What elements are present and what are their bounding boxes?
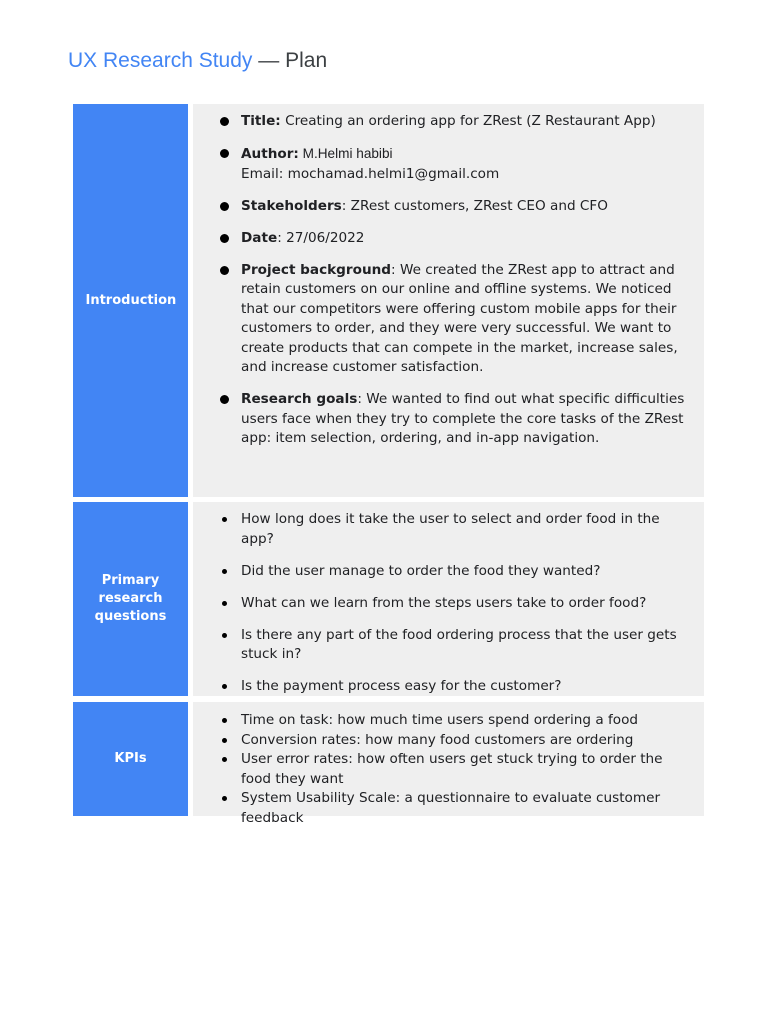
list-item-goals (193, 390, 704, 449)
list-item: System Usability Scale: a questionnaire to evaluate customer feedback (193, 789, 704, 828)
list-item: Did the user manage to order the food they wanted? (193, 562, 704, 582)
list-item-background (193, 261, 704, 378)
kpis-label: KPIs (114, 751, 147, 766)
research-questions-row (73, 502, 704, 696)
page-title (68, 46, 327, 76)
goals-label: Research goals (241, 391, 358, 407)
stakeholders-label: Stakeholders (241, 197, 342, 214)
introduction-content (193, 104, 704, 497)
stakeholders-value: : ZRest customers, ZRest CEO and CFO (341, 197, 608, 214)
list-item-date (193, 229, 704, 249)
list-item-title (193, 112, 704, 132)
list-item: User error rates: how often users get stuck trying to order the food they want (193, 750, 704, 789)
background-value: : We created the ZRest app to attract and retain customers on our online and offline systems. We noticed that our competitors were offering custom mobile apps for their customers to order, and they were very successful. We want to create products that can compete in the market, increase sales, and increase customer satisfaction. (241, 261, 678, 375)
list-item: Conversion rates: how many food customers are ordering (193, 731, 704, 751)
research-questions-label: Primary research questions (94, 573, 167, 624)
list-item: What can we learn from the steps users take to order food? (193, 594, 704, 614)
kpis-row (73, 702, 704, 826)
research-questions-list (193, 502, 704, 697)
author-value: M.Helmi habibi (298, 146, 393, 161)
list-item: Is there any part of the food ordering process that the user gets stuck in? (193, 626, 704, 665)
list-item: Time on task: how much time users spend ordering a food (193, 711, 704, 731)
date-value: : 27/06/2022 (277, 229, 365, 246)
introduction-row (73, 104, 704, 497)
list-item: How long does it take the user to select and order food in the app? (193, 510, 704, 549)
goals-value: : We wanted to find out what specific difficulties users face when they try to complete the core tasks of the ZRest app: item selection, ordering, and in-app navigation. (241, 391, 685, 446)
kpis-content (193, 702, 704, 826)
title-value: Creating an ordering app for ZRest (Z Restaurant App) (280, 113, 656, 129)
list-item-stakeholders (193, 197, 704, 217)
author-label: Author: (241, 146, 299, 162)
kpis-list (193, 702, 704, 828)
list-item-author (193, 144, 704, 184)
kpis-label-cell (73, 702, 188, 816)
research-questions-content (193, 502, 704, 696)
research-questions-label-cell (73, 502, 188, 696)
page-title-main: UX Research Study (68, 49, 253, 72)
list-item: Is the payment process easy for the customer? (193, 677, 704, 697)
introduction-label: Introduction (85, 292, 177, 308)
date-label: Date (241, 229, 278, 246)
page-title-suffix: — Plan (252, 49, 328, 72)
author-email: Email: mochamad.helmi1@gmail.com (241, 165, 500, 182)
background-label: Project background (241, 261, 392, 278)
introduction-label-cell (73, 104, 188, 497)
introduction-list (193, 104, 704, 449)
title-label: Title: (241, 113, 281, 129)
